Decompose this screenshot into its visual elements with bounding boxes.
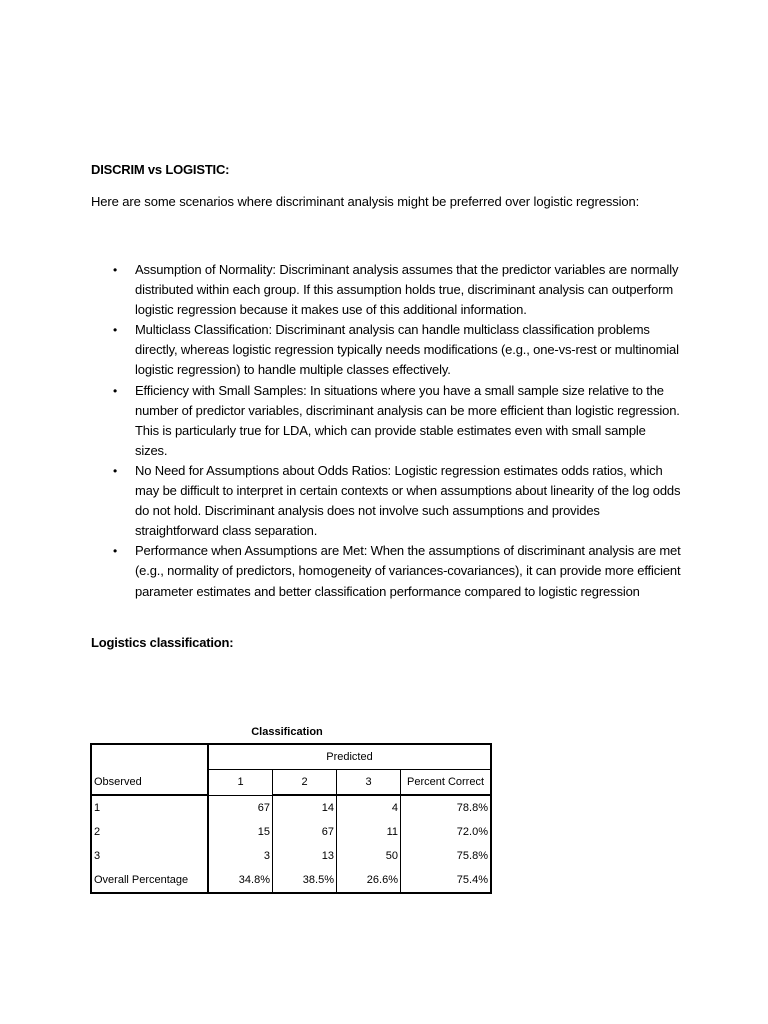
bullet-text: Assumption of Normality: Discriminant analysis assumes that the predictor variables are normally distributed within each group. If this assumption holds true, discriminant analysis can outperform logistic regression because it makes use of this additional information. (135, 262, 679, 318)
row-label: 2 (91, 820, 208, 844)
observed-header: Observed (91, 770, 208, 796)
list-item (91, 381, 681, 461)
row-label: Overall Percentage (91, 868, 208, 893)
table-cell: 67 (208, 795, 273, 820)
bullet-icon: • (113, 263, 118, 277)
table-corner-cell (91, 744, 208, 770)
table-row (91, 868, 491, 893)
column-header: Percent Correct (401, 770, 492, 796)
table-cell: 75.4% (401, 868, 492, 893)
column-header: 3 (337, 770, 401, 796)
table-row (91, 795, 491, 820)
table-cell: 4 (337, 795, 401, 820)
bullet-icon: • (113, 544, 118, 559)
table-title: Classification (251, 726, 323, 738)
table-cell: 26.6% (337, 868, 401, 893)
table-header-row (91, 770, 491, 796)
bullet-text: Performance when Assumptions are Met: When the assumptions of discriminant analysis are met (e.g., normality of predictors, homogeneity of variances-covariances), it can provide more efficient parameter estimates and better classification performance compared to logistic regression (135, 543, 681, 599)
predicted-header: Predicted (208, 744, 491, 770)
classification-table (90, 743, 492, 894)
column-header: 1 (208, 770, 273, 796)
table-cell: 34.8% (208, 868, 273, 893)
table-cell: 13 (273, 844, 337, 868)
column-header: 2 (273, 770, 337, 796)
bullet-text: No Need for Assumptions about Odds Ratios: Logistic regression estimates odds ratios, which may be difficult to interpret in certain contexts or when assumptions about linearity of the log odds do not hold. Discriminant analysis does not involve such assumptions and provides straightforward class separation. (135, 462, 681, 539)
row-label: 1 (91, 795, 208, 820)
bullet-text: Multiclass Classification: Discriminant analysis can handle multiclass classification problems directly, whereas logistic regression typically needs modifications (e.g., one-vs-rest or multinomial logistic regression) to handle multiple classes effectively. (135, 322, 679, 378)
intro-paragraph: Here are some scenarios where discriminant analysis might be preferred over logistic regression: (91, 194, 640, 209)
bullet-list (91, 260, 681, 602)
table-cell: 11 (337, 820, 401, 844)
list-item (91, 541, 681, 601)
table-header-row (91, 744, 491, 770)
section-heading-logistics-classification: Logistics classification: (91, 635, 234, 650)
list-item (91, 260, 681, 320)
table-cell: 50 (337, 844, 401, 868)
table-cell: 14 (273, 795, 337, 820)
section-heading-discrim-vs-logistic: DISCRIM vs LOGISTIC: (91, 162, 230, 177)
table-cell: 72.0% (401, 820, 492, 844)
row-label: 3 (91, 844, 208, 868)
bullet-icon: • (113, 463, 118, 478)
bullet-icon: • (113, 383, 118, 398)
list-item (91, 461, 681, 541)
list-item (91, 320, 681, 380)
table-cell: 75.8% (401, 844, 492, 868)
table-cell: 3 (208, 844, 273, 868)
table-row (91, 820, 491, 844)
table-cell: 15 (208, 820, 273, 844)
table-row (91, 844, 491, 868)
table-cell: 78.8% (401, 795, 492, 820)
bullet-icon: • (113, 323, 118, 338)
table-cell: 67 (273, 820, 337, 844)
bullet-text: Efficiency with Small Samples: In situations where you have a small sample size relative to the number of predictor variables, discriminant analysis can be more efficient than logistic regression. This is particularly true for LDA, which can provide stable estimates even with small sample sizes. (135, 382, 680, 458)
table-cell: 38.5% (273, 868, 337, 893)
